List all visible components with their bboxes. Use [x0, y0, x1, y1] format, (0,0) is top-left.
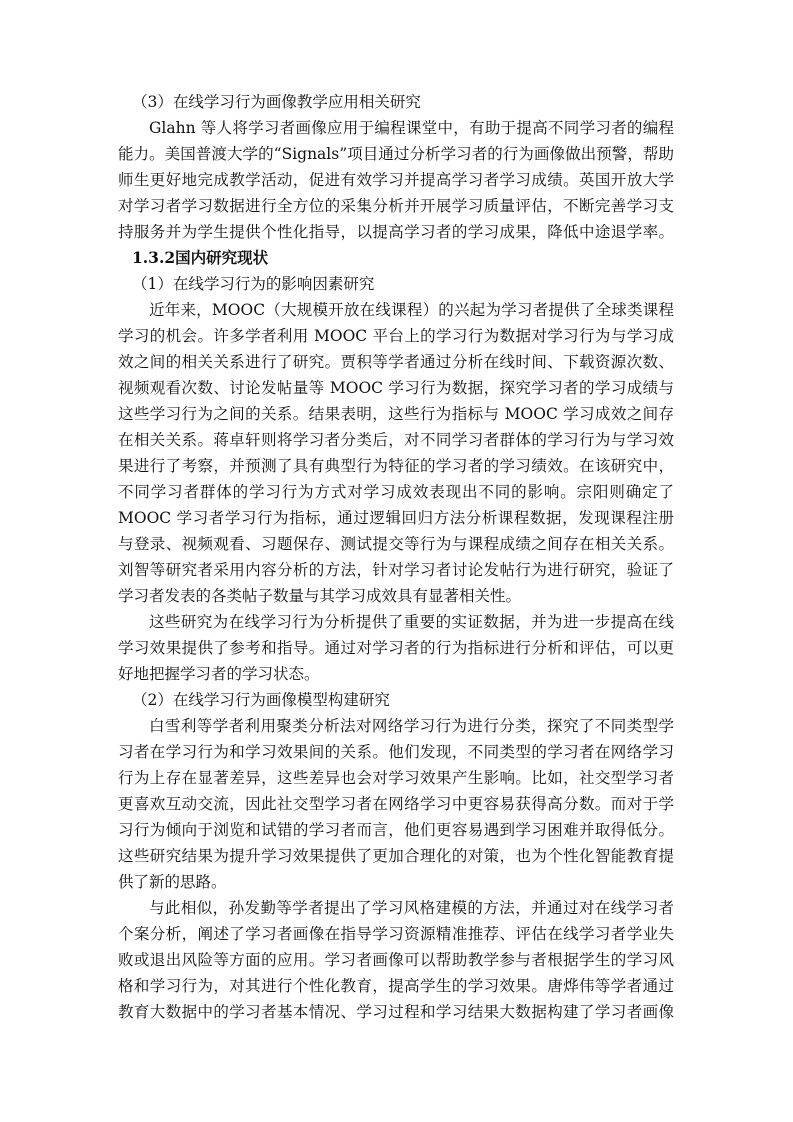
paragraph-line: 能力。美国普渡大学的“Signals”项目通过分析学习者的行为画像做出预警，帮助: [118, 145, 674, 163]
paragraph-line: 近年来，MOOC（大规模开放在线课程）的兴起为学习者提供了全球类课程: [149, 301, 674, 319]
subsection-heading-3: （3）在线学习行为画像教学应用相关研究: [132, 93, 421, 111]
paragraph-line: 视频观看次数、讨论发帖量等 MOOC 学习行为数据，探究学习者的学习成绩与: [118, 379, 674, 397]
document-page: [118, 89, 674, 1025]
paragraph-line: 学习者发表的各类帖子数量与其学习成效具有显著相关性。: [118, 587, 522, 605]
paragraph-line: Glahn 等人将学习者画像应用于编程课堂中，有助于提高不同学习者的编程: [149, 119, 674, 137]
paragraph-line: 师生更好地完成教学活动，促进有效学习并提高学习者学习成绩。英国开放大学: [118, 171, 674, 189]
paragraph-line: 持服务并为学生提供个性化指导，以提高学习者的学习成果，降低中途退学率。: [118, 223, 674, 241]
paragraph-influencing-factors: [118, 297, 674, 609]
paragraph-line: MOOC 学习者学习行为指标，通过逻辑回归方法分析课程数据，发现课程注册: [118, 509, 674, 527]
paragraph-line: 刘智等研究者采用内容分析的方法，针对学习者讨论发帖行为进行研究，验证了: [118, 561, 674, 579]
paragraph-line: 学习效果提供了参考和指导。通过对学习者的行为指标进行分析和评估，可以更: [118, 639, 674, 657]
paragraph-model-construction: [118, 713, 674, 895]
paragraph-line: 不同学习者群体的学习行为方式对学习成效表现出不同的影响。宗阳则确定了: [118, 483, 674, 501]
paragraph-line: 供了新的思路。: [118, 873, 227, 891]
paragraph-line: 学习的机会。许多学者利用 MOOC 平台上的学习行为数据对学习行为与学习成: [118, 327, 674, 345]
paragraph-line: 教育大数据中的学习者基本情况、学习过程和学习结果大数据构建了学习者画像: [118, 1003, 674, 1021]
paragraph-line: 这些研究为在线学习行为分析提供了重要的实证数据，并为进一步提高在线: [149, 613, 674, 631]
paragraph-learning-style: [118, 895, 674, 1025]
paragraph-line: 在相关关系。蒋卓轩则将学习者分类后，对不同学习者群体的学习行为与学习效: [118, 431, 674, 449]
paragraph-line: 效之间的相关关系进行了研究。贾积等学者通过分析在线时间、下载资源次数、: [118, 353, 674, 371]
subsection-heading-2: （2）在线学习行为画像模型构建研究: [132, 691, 390, 709]
paragraph-line: 更喜欢互动交流，因此社交型学习者在网络学习中更容易获得高分数。而对于学: [118, 795, 674, 813]
paragraph-line: 行为上存在显著差异，这些差异也会对学习效果产生影响。比如，社交型学习者: [118, 769, 674, 787]
paragraph-line: 格和学习行为，对其进行个性化教育，提高学生的学习效果。唐烨伟等学者通过: [118, 977, 674, 995]
paragraph-line: 与登录、视频观看、习题保存、测试提交等行为与课程成绩之间存在相关关系。: [118, 535, 674, 553]
section-heading-1-3-2: 1.3.2国内研究现状: [132, 248, 269, 267]
paragraph-line: 这些研究结果为提升学习效果提供了更加合理化的对策，也为个性化智能教育提: [118, 847, 674, 865]
paragraph-line: 果进行了考察，并预测了具有典型行为特征的学习者的学习绩效。在该研究中，: [118, 457, 674, 475]
paragraph-line: 与此相似，孙发勤等学者提出了学习风格建模的方法，并通过对在线学习者: [149, 899, 674, 917]
paragraph-line: 白雪利等学者利用聚类分析法对网络学习行为进行分类，探究了不同类型学: [149, 717, 674, 735]
paragraph-teaching-application: [118, 115, 674, 245]
paragraph-line: 习行为倾向于浏览和试错的学习者而言，他们更容易遇到学习困难并取得低分。: [118, 821, 674, 839]
paragraph-line: 个案分析，阐述了学习者画像在指导学习资源精准推荐、评估在线学习者学业失: [118, 925, 674, 943]
paragraph-line: 对学习者学习数据进行全方位的采集分析并开展学习质量评估，不断完善学习支: [118, 197, 674, 215]
paragraph-line: 好地把握学习者的学习状态。: [118, 665, 320, 683]
paragraph-line: 习者在学习行为和学习效果间的关系。他们发现，不同类型的学习者在网络学习: [118, 743, 674, 761]
paragraph-summary: [118, 609, 674, 687]
paragraph-line: 败或退出风险等方面的应用。学习者画像可以帮助教学参与者根据学生的学习风: [118, 951, 674, 969]
subsection-heading-1: （1）在线学习行为的影响因素研究: [132, 275, 375, 293]
paragraph-line: 这些学习行为之间的关系。结果表明，这些行为指标与 MOOC 学习成效之间存: [118, 405, 674, 423]
